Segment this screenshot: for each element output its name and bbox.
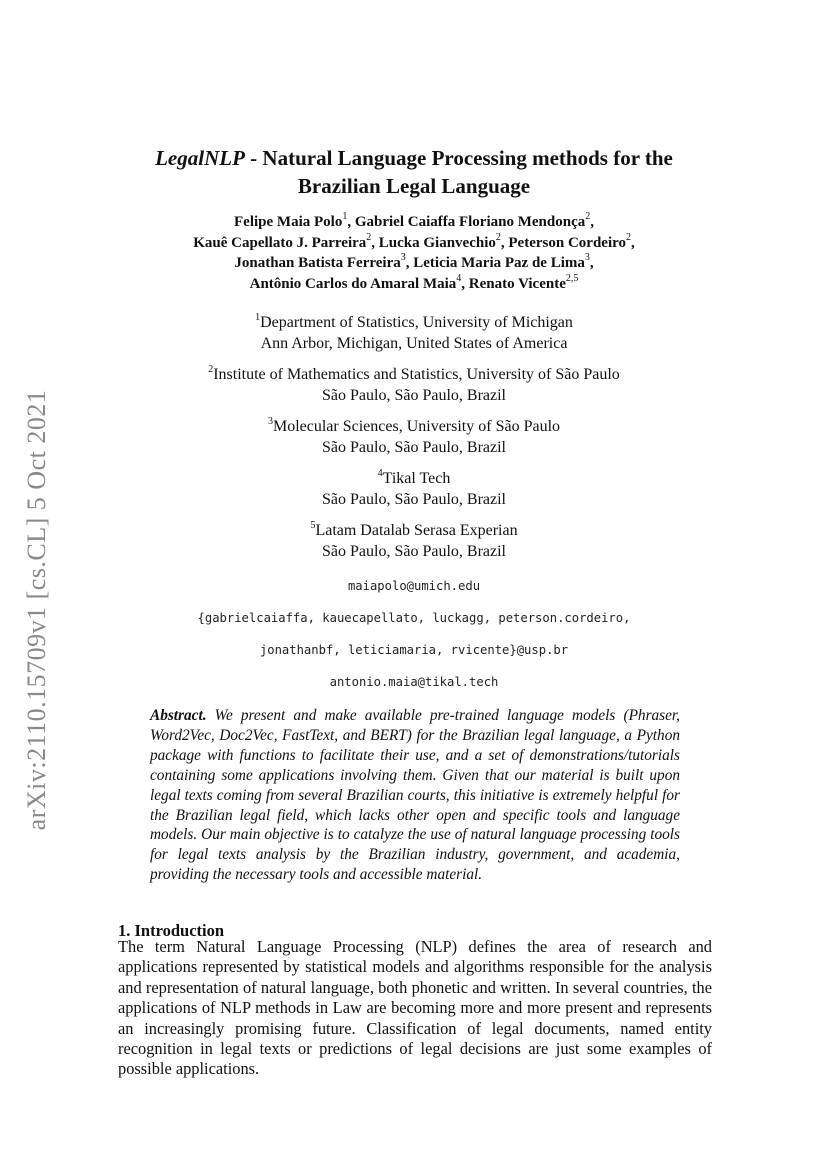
affiliation-location: São Paulo, São Paulo, Brazil (322, 438, 506, 456)
abstract-label: Abstract. (150, 707, 207, 724)
affiliation (0, 521, 828, 562)
author-affiliation-mark: 2,5 (565, 272, 579, 284)
author-affiliation-mark: 3 (400, 252, 406, 263)
author-name: Renato Vicente (468, 275, 566, 292)
title-line-1 (0, 144, 828, 172)
title-line-2: Brazilian Legal Language (297, 174, 531, 198)
author-name: Gabriel Caiaffa Floriano Mendonça (354, 214, 586, 230)
section-heading-introduction: 1. Introduction (118, 921, 225, 940)
author-separator: , (347, 214, 355, 230)
paper-title (0, 144, 828, 200)
email-line[interactable]: antonio.maia@tikal.tech (329, 675, 499, 689)
author-affiliation-mark: 4 (456, 272, 462, 284)
author-separator: , (589, 255, 594, 271)
author-separator: , (631, 234, 635, 251)
arxiv-identifier[interactable]: arXiv:2110.15709v1 [cs.CL] 5 Oct 2021 (22, 389, 51, 831)
introduction-paragraph: The term Natural Language Processing (NLP) defines the area of research and applications represented by statistical models and algorithms responsible for the analysis and representation of natural language, both phonetic and written. In several countries, the applications of NLP methods in Law are becoming more and more present and represents an increasingly promising future. Classification of legal documents, named entity recognition in legal texts or predictions of legal decisions are just some examples of possible applications. (118, 937, 712, 1079)
author-name: Lucka Gianvechio (378, 234, 496, 251)
email-line[interactable]: {gabrielcaiaffa, kauecapellato, luckagg, peterson.cordeiro, (197, 611, 631, 625)
affiliation (0, 365, 828, 406)
author-separator: , (500, 234, 509, 251)
email-line[interactable]: jonathanbf, leticiamaria, rvicente}@usp.br (259, 643, 569, 657)
affiliation-name-line (0, 313, 828, 334)
affiliation-name: Tikal Tech (382, 470, 451, 487)
author-name: Kauê Capellato J. Parreira (193, 234, 367, 251)
author-name: Leticia Maria Paz de Lima (413, 255, 585, 271)
affiliation-location: São Paulo, São Paulo, Brazil (322, 386, 506, 404)
affiliation-list (0, 313, 828, 573)
author-affiliation-mark: 2 (626, 231, 631, 243)
author-line (0, 233, 828, 254)
author-line (0, 253, 828, 274)
author-name: Jonathan Batista Ferreira (234, 255, 401, 271)
author-name: Felipe Maia Polo (234, 214, 343, 230)
author-separator: , (461, 275, 469, 292)
author-separator: , (405, 255, 414, 271)
affiliation-name-line (0, 469, 828, 490)
affiliation-name: Department of Statistics, University of Michigan (260, 314, 573, 331)
email-list (0, 576, 828, 704)
affiliation-mark: 3 (267, 415, 273, 427)
affiliation-mark: 1 (255, 311, 261, 323)
author-affiliation-mark: 1 (342, 211, 348, 222)
affiliation (0, 469, 828, 510)
affiliation-name-line (0, 521, 828, 542)
author-line (0, 274, 828, 295)
affiliation (0, 417, 828, 458)
affiliation-location: São Paulo, São Paulo, Brazil (322, 542, 506, 560)
author-name: Antônio Carlos do Amaral Maia (249, 275, 457, 292)
abstract (150, 706, 680, 885)
affiliation-name: Latam Datalab Serasa Experian (315, 522, 518, 539)
author-affiliation-mark: 2 (585, 211, 591, 222)
affiliation-name: Institute of Mathematics and Statistics, University of São Paulo (213, 366, 620, 383)
author-affiliation-mark: 2 (495, 231, 501, 243)
title-rest: - Natural Language Processing methods for the (244, 146, 673, 170)
affiliation-mark: 2 (208, 363, 214, 375)
email-line[interactable]: maiapolo@umich.edu (347, 579, 481, 593)
affiliation (0, 313, 828, 354)
author-separator: , (371, 234, 379, 251)
affiliation-location: Ann Arbor, Michigan, United States of America (260, 334, 568, 352)
author-list (0, 212, 828, 294)
abstract-text: We present and make available pre-trained language models (Phraser, Word2Vec, Doc2Vec, FastText, and BERT) for the Brazilian legal language, a Python package with functions to facilitate their use, and a set of demonstrations/tutorials containing some applications involving them. Given that our material is built upon legal texts coming from several Brazilian courts, this initiative is extremely helpful for the Brazilian legal field, which lacks other open and specific tools and language models. Our main objective is to catalyze the use of natural language processing tools for legal texts analysis by the Brazilian industry, government, and academia, providing the necessary tools and accessible material. (150, 707, 680, 884)
title-project-name: LegalNLP (155, 146, 245, 170)
affiliation-name: Molecular Sciences, University of São Paulo (272, 418, 561, 435)
affiliation-name-line (0, 417, 828, 438)
affiliation-mark: 4 (377, 467, 383, 479)
author-name: Peterson Cordeiro (508, 234, 626, 251)
affiliation-location: São Paulo, São Paulo, Brazil (322, 490, 506, 508)
author-affiliation-mark: 2 (366, 231, 372, 243)
affiliation-name-line (0, 365, 828, 386)
author-line (0, 212, 828, 233)
author-affiliation-mark: 3 (584, 252, 590, 263)
author-separator: , (590, 214, 594, 230)
affiliation-mark: 5 (310, 519, 316, 531)
